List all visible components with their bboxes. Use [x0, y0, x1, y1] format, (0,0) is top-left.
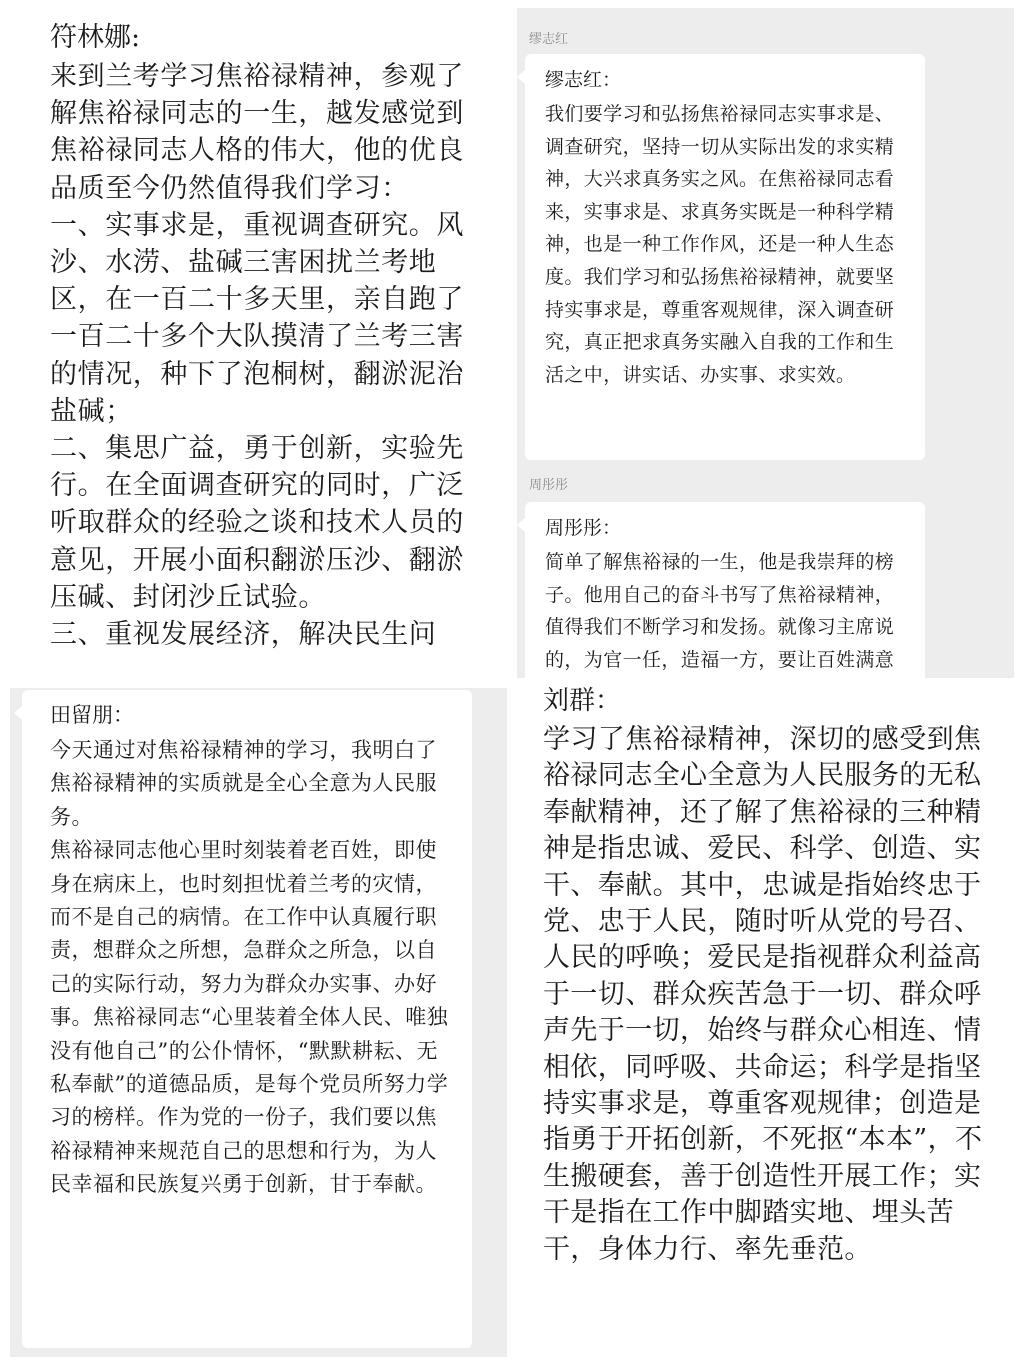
chat-panel-top — [517, 8, 1014, 678]
note-paragraph: 一、实事求是，重视调查研究。风沙、水涝、盐碱三害困扰兰考地区，在一百二十多天里，亲自跑了一百二十多个大队摸清了兰考三害的情况，种下了泡桐树，翻淤泥治盐碱； — [50, 209, 464, 427]
bubble-text: 我们要学习和弘扬焦裕禄同志实事求是、调查研究，坚持一切从实际出发的求实精神，大兴求真务实之风。在焦裕禄同志看来，实事求是、求真务实既是一种科学精神，也是一种工作作风，还是一种人生态度。我们学习和弘扬焦裕禄精神，就要坚持实事求是，尊重客观规律，深入调查研究，真正把求真务实融入自我的工作和生活之中，讲实话、办实事、求实效。 — [545, 103, 895, 386]
panel-divider — [507, 0, 517, 1365]
bubble-author: 周彤彤： — [545, 517, 622, 539]
note-paragraph: 三、重视发展经济，解决民生问 — [50, 619, 437, 651]
author-name: 符林娜: — [50, 22, 141, 53]
message-bubble[interactable] — [22, 690, 472, 1348]
bubble-text — [50, 734, 454, 1202]
note-paragraph: 来到兰考学习焦裕禄精神，参观了解焦裕禄同志的一生，越发感觉到焦裕禄同志人格的伟大，他的优良品质至今仍然值得我们学习： — [50, 61, 464, 204]
chat-panel-bottom — [10, 688, 507, 1357]
bubble-paragraph: 焦裕禄同志他心里时刻装着老百姓，即使身在病床上，也时刻担忧着兰考的灾情，而不是自己的病情。在工作中认真履行职责，想群众之所想，急群众之所急，以自己的实际行动，努力为群众办实事、办好事。焦裕禄同志“心里装着全体人民、唯独没有他自己”的公仆情怀，“默默耕耘、无私奉献”的道德品质，是每个党员所努力学习的榜样。作为党的一份子，我们要以焦裕禄精神来规范自己的思想和行为，为人民幸福和民族复兴勇于创新，甘于奉献。 — [50, 838, 449, 1197]
note-body: 学习了焦裕禄精神，深切的感受到焦裕禄同志全心全意为人民服务的无私奉献精神，还了解了焦裕禄的三种精神是指忠诚、爱民、科学、创造、实干、奉献。其中，忠诚是指始终忠于党、忠于人民，随时听从党的号召、人民的呼唤；爱民是指视群众利益高于一切、群众疾苦急于一切、群众呼声先于一切，始终与群众心相连、情相依，同呼吸、共命运；科学是指坚持实事求是，尊重客观规律；创造是指勇于开拓创新，不死抠“本本”，不生搬硬套，善于创造性开展工作；实干是指在工作中脚踏实地、埋头苦干，身体力行、率先垂范。 — [543, 724, 983, 1265]
bubble-author: 缪志红： — [545, 69, 622, 91]
bubble-paragraph: 今天通过对焦裕禄精神的学习，我明白了焦裕禄精神的实质就是全心全意为人民服务。 — [50, 738, 437, 829]
note-liuqun — [517, 686, 1014, 1357]
author-name: 刘群： — [543, 686, 622, 716]
message-bubble[interactable] — [525, 54, 925, 460]
sender-name: 周彤彤 — [529, 478, 569, 493]
note-paragraph: 二、集思广益，勇于创新，实验先行。在全面调查研究的同时，广泛听取群众的经验之谈和技术人员的意见，开展小面积翻淤压沙、翻淤压碱、封闭沙丘试验。 — [50, 433, 464, 613]
bubble-text: 简单了解焦裕禄的一生，他是我崇拜的榜子。他用自己的奋斗书写了焦裕禄精神，值得我们不断学习和发扬。就像习主席说的，为官一任，造福一方，要让百姓满意 — [545, 551, 895, 671]
note-fulinna — [10, 8, 507, 678]
note-body — [50, 58, 485, 653]
bubble-author: 田留朋： — [50, 703, 134, 727]
message-bubble[interactable] — [525, 502, 925, 678]
sender-name: 缪志红 — [529, 32, 569, 47]
